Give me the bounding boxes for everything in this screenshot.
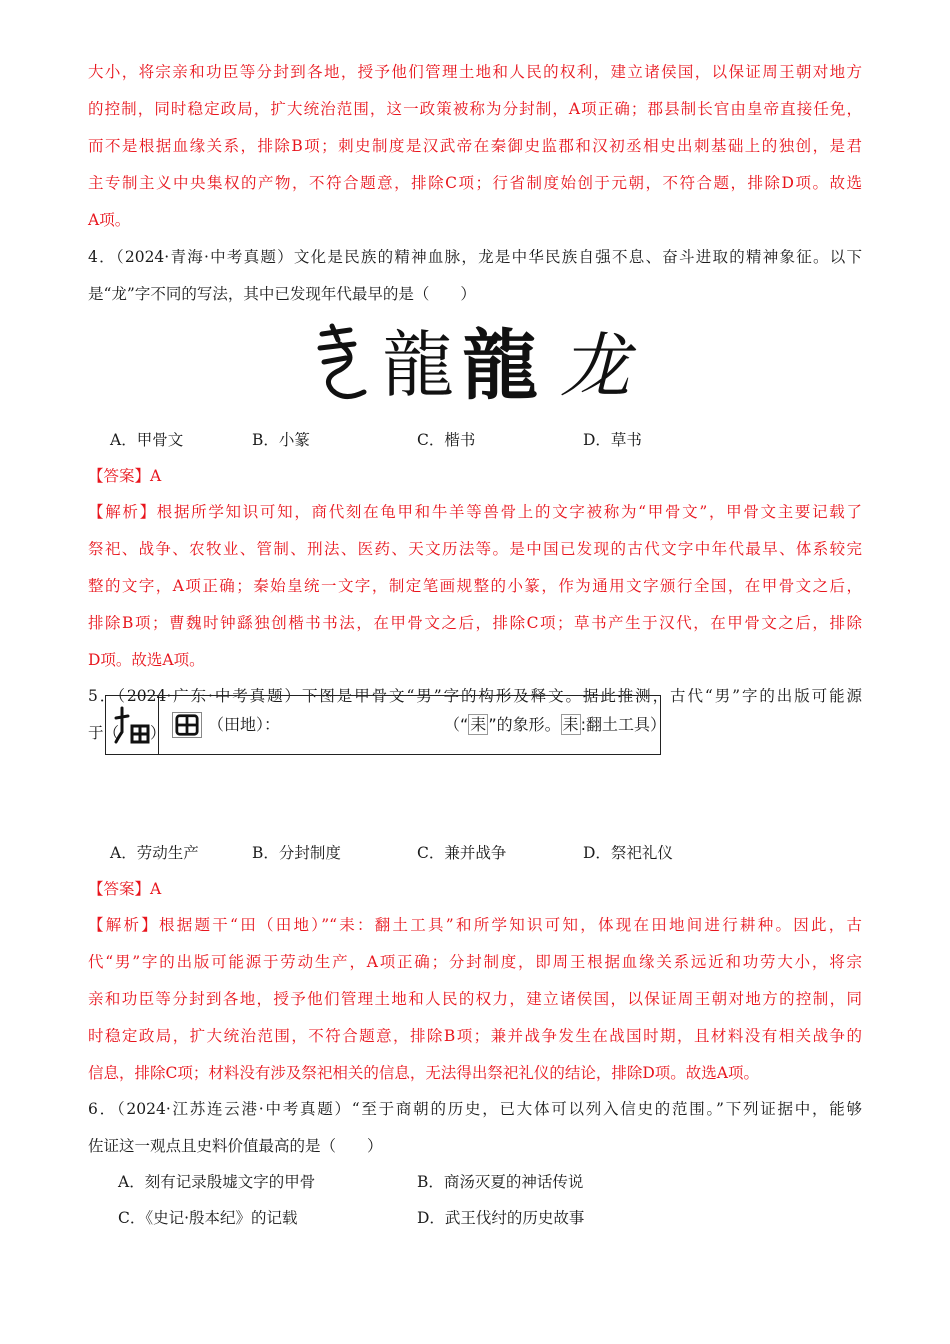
analysis-line: A项。 xyxy=(88,211,131,229)
answer-value: A xyxy=(150,467,162,485)
analysis-line: 整的文字，A项正确；秦始皇统一文字，制定笔画规整的小篆，作为通用文字颁行全国，在甲骨文之后， xyxy=(88,577,862,595)
plow-caption xyxy=(444,712,666,738)
analysis-line: 时稳定政局，扩大统治范围，不符合题意，排除B项；兼并战争发生在战国时期，且材料没有相关战争的 xyxy=(88,1027,862,1045)
field-glyph xyxy=(172,712,202,738)
plow-caption-part: （“ xyxy=(444,715,469,734)
oracle-male-glyph xyxy=(112,702,152,748)
analysis-line: 祭祀、战争、农牧业、管制、刑法、医药、天文历法等。是中国已发现的古代文字中年代最早、体系较完 xyxy=(88,540,862,558)
option-b: B．分封制度 xyxy=(252,844,341,862)
option-a: A．劳动生产 xyxy=(110,844,199,862)
analysis-line xyxy=(88,915,862,935)
option-c: C．楷书 xyxy=(417,431,476,449)
analysis-label: 【解析】 xyxy=(88,503,157,521)
plow-caption-part: :翻土工具） xyxy=(580,715,667,734)
analysis-line: 而不是根据血缘关系，排除B项；刺史制度是汉武帝在秦御史监郡和汉初丞相史出刺基础上的独创，是君 xyxy=(88,137,862,155)
plow-caption-part: ”的象形。 xyxy=(488,715,561,734)
question-4-stem: 是“龙”字不同的写法，其中已发现年代最早的是（ ） xyxy=(88,285,476,303)
option-d: D．武王伐纣的历史故事 xyxy=(417,1209,585,1227)
analysis-line xyxy=(88,502,862,522)
option-c: C．兼并战争 xyxy=(417,844,507,862)
oracle-bone-dragon-glyph xyxy=(320,326,364,397)
question-5-stem: 于（ ） xyxy=(88,724,166,742)
option-a: A．甲骨文 xyxy=(110,431,184,449)
analysis-line: 代“男”字的出版可能源于劳动生产，A项正确；分封制度，即周王根据血缘关系远近和功劳大小，将宗 xyxy=(88,953,862,971)
dragon-scripts-image xyxy=(310,318,640,406)
field-caption: （田地）： xyxy=(208,715,281,734)
cursive-script-dragon-glyph: 龙 xyxy=(560,325,630,406)
analysis-line: 大小，将宗亲和功臣等分封到各地，授予他们管理土地和人民的权利，建立诸侯国，以保证周王朝对地方 xyxy=(88,63,862,81)
regular-script-dragon-glyph: 龍 xyxy=(462,321,538,406)
plow-char: 耒 xyxy=(470,715,487,734)
question-4-stem: 4．（2024·青海·中考真题）文化是民族的精神血脉，龙是中华民族自强不息、奋斗进取的精神象征。以下 xyxy=(88,248,862,266)
answer-value: A xyxy=(150,880,162,898)
analysis-text: 根据所学知识可知，商代刻在龟甲和牛羊等兽骨上的文字被称为“甲骨文”，甲骨文主要记载了 xyxy=(156,503,862,521)
option-a: A．刻有记录殷墟文字的甲骨 xyxy=(118,1173,316,1191)
analysis-line: D项。故选A项。 xyxy=(88,651,205,669)
answer-line xyxy=(88,466,161,486)
analysis-line: 信息，排除C项；材料没有涉及祭祀相关的信息，无法得出祭祀礼仪的结论，排除D项。故选A项。 xyxy=(88,1064,759,1082)
figure-divider xyxy=(158,696,159,754)
option-d: D．草书 xyxy=(583,431,642,449)
answer-label: 【答案】 xyxy=(88,880,151,898)
analysis-line: 的控制，同时稳定政局，扩大统治范围，这一政策被称为分封制，A项正确；郡县制长官由皇帝直接任免， xyxy=(88,100,862,118)
analysis-line: 排除B项；曹魏时钟繇独创楷书书法，在甲骨文之后，排除C项；草书产生于汉代，在甲骨文之后，排除 xyxy=(88,614,862,632)
answer-label: 【答案】 xyxy=(88,467,151,485)
plow-char: 耒 xyxy=(562,715,579,734)
analysis-text: 根据题干“田（田地）”“耒：翻土工具”和所学知识可知，体现在田地间进行耕种。因此，古 xyxy=(159,916,862,934)
option-b: B．商汤灭夏的神话传说 xyxy=(417,1173,584,1191)
analysis-line: 亲和功臣等分封到各地，授予他们管理土地和人民的权力，建立诸侯国，以保证周王朝对地方的控制，同 xyxy=(88,990,862,1008)
oracle-male-character-figure xyxy=(105,695,667,755)
option-b: B．小篆 xyxy=(252,431,310,449)
analysis-label: 【解析】 xyxy=(88,916,160,934)
answer-line xyxy=(88,879,161,899)
seal-script-dragon-glyph: 龍 xyxy=(382,323,455,406)
option-d: D．祭祀礼仪 xyxy=(583,844,673,862)
option-c: C．《史记·殷本纪》的记载 xyxy=(118,1209,298,1227)
question-5-stem: 5．（2024·广东·中考真题）下图是甲骨文“男”字的构形及释文。据此推测，古代“男”字的出版可能源 xyxy=(88,687,862,705)
question-6-stem: 6．（2024·江苏连云港·中考真题）“至于商朝的历史，已大体可以列入信史的范围。”下列证据中，能够 xyxy=(88,1100,862,1118)
analysis-line: 主专制主义中央集权的产物，不符合题意，排除C项；行省制度始创于元朝，不符合题，排除D项。故选 xyxy=(88,174,862,192)
question-6-stem: 佐证这一观点且史料价值最高的是（ ） xyxy=(88,1137,383,1155)
